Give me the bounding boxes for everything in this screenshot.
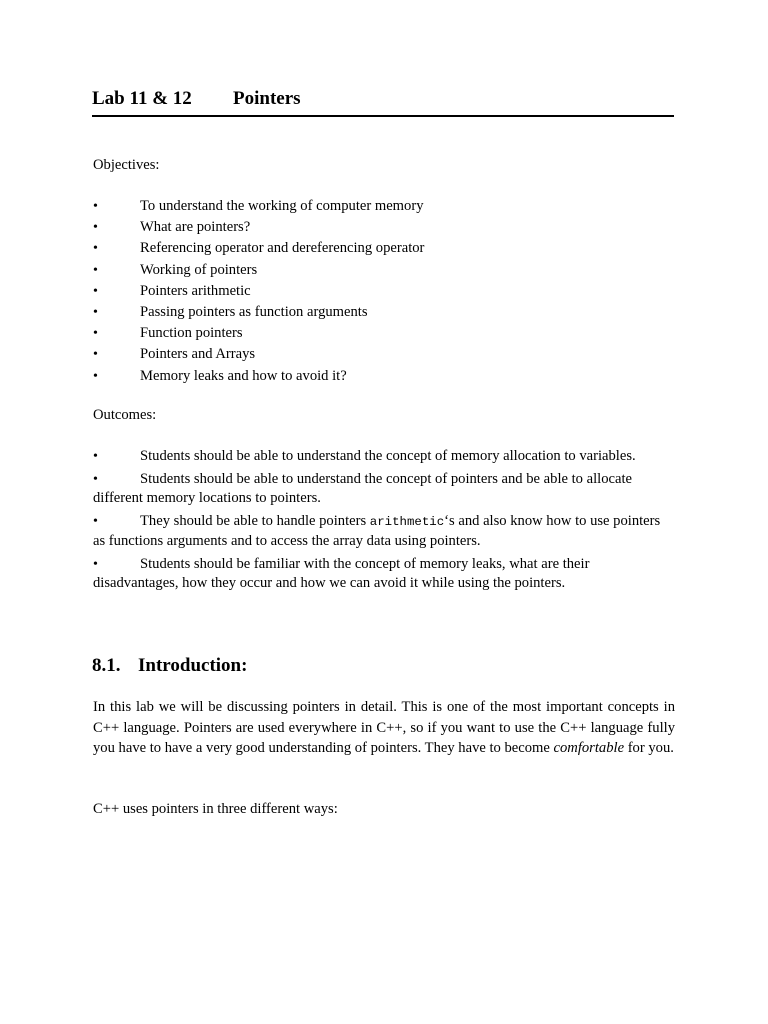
list-item: [93, 555, 669, 593]
bullet-icon: •: [93, 368, 98, 384]
bullet-icon: •: [93, 283, 98, 299]
list-item: [93, 366, 673, 387]
bullet-icon: •: [93, 557, 98, 572]
outcome-text-end: ‘s and also know how to use pointers as functions arguments and to access the array data using pointers.: [93, 513, 661, 549]
outcome-text-start: They should be able to handle pointers: [140, 513, 370, 529]
list-item: [93, 281, 673, 302]
objectives-label: Objectives:: [93, 157, 160, 173]
outcome-text: Students should be familiar with the concept of memory leaks, what are their disadvantages, how they occur and how we can avoid it while using the pointers.: [93, 556, 590, 591]
list-item: [93, 302, 673, 323]
list-item: [93, 217, 673, 238]
list-item: [93, 512, 669, 551]
outcome-text: Students should be able to understand the concept of memory allocation to variables.: [140, 448, 636, 464]
list-item: [93, 447, 669, 466]
page-header: [92, 86, 674, 117]
outcomes-list: [93, 447, 669, 597]
objective-text: Pointers and Arrays: [140, 346, 256, 363]
lab-number: Lab 11 & 12: [92, 88, 192, 109]
closing-sentence: C++ uses pointers in three different ways:: [93, 801, 338, 817]
emphasized-word: comfortable: [553, 740, 625, 757]
objective-text: Memory leaks and how to avoid it?: [140, 367, 347, 384]
objective-text: Working of pointers: [140, 261, 258, 278]
paragraph-text-start: In this lab we will be discussing pointers in detail. This is one of the most important concepts in C++ language. Pointers are used everywhere in C++, so if you want to use the C++ language fully you have to have a very good understanding of pointers. They have to become: [93, 699, 675, 757]
bullet-icon: •: [93, 199, 98, 214]
bullet-icon: •: [93, 326, 98, 342]
bullet-icon: •: [93, 449, 98, 464]
list-item: [93, 238, 673, 259]
objective-text: What are pointers?: [140, 219, 251, 236]
bullet-icon: •: [93, 514, 98, 529]
page-title: Pointers: [233, 88, 301, 109]
introduction-paragraph: [93, 697, 675, 759]
list-item: [93, 344, 673, 365]
objective-text: Referencing operator and dereferencing operator: [140, 240, 425, 257]
objectives-list: [93, 196, 673, 387]
list-item: [93, 323, 673, 344]
section-number: 8.1.: [92, 655, 121, 676]
outcome-text: Students should be able to understand the concept of pointers and be able to allocate different memory locations to pointers.: [93, 471, 632, 506]
introduction-heading: [92, 654, 247, 678]
bullet-icon: •: [93, 241, 98, 257]
paragraph-text-end: for you.: [624, 740, 674, 757]
outcomes-label: Outcomes:: [93, 407, 157, 423]
bullet-icon: •: [93, 304, 98, 320]
bullet-icon: •: [93, 347, 98, 363]
objective-text: Passing pointers as function arguments: [140, 303, 368, 320]
objective-text: Function pointers: [140, 325, 243, 342]
bullet-icon: •: [93, 220, 98, 236]
list-item: [93, 260, 673, 281]
section-title: Introduction:: [138, 655, 248, 676]
objective-text: To understand the working of computer memory: [140, 198, 424, 214]
list-item: [93, 196, 673, 217]
outcome-code-word: arithmetic: [369, 515, 445, 529]
bullet-icon: •: [93, 472, 98, 487]
objective-text: Pointers arithmetic: [140, 282, 251, 299]
bullet-icon: •: [93, 262, 98, 278]
list-item: [93, 470, 669, 508]
